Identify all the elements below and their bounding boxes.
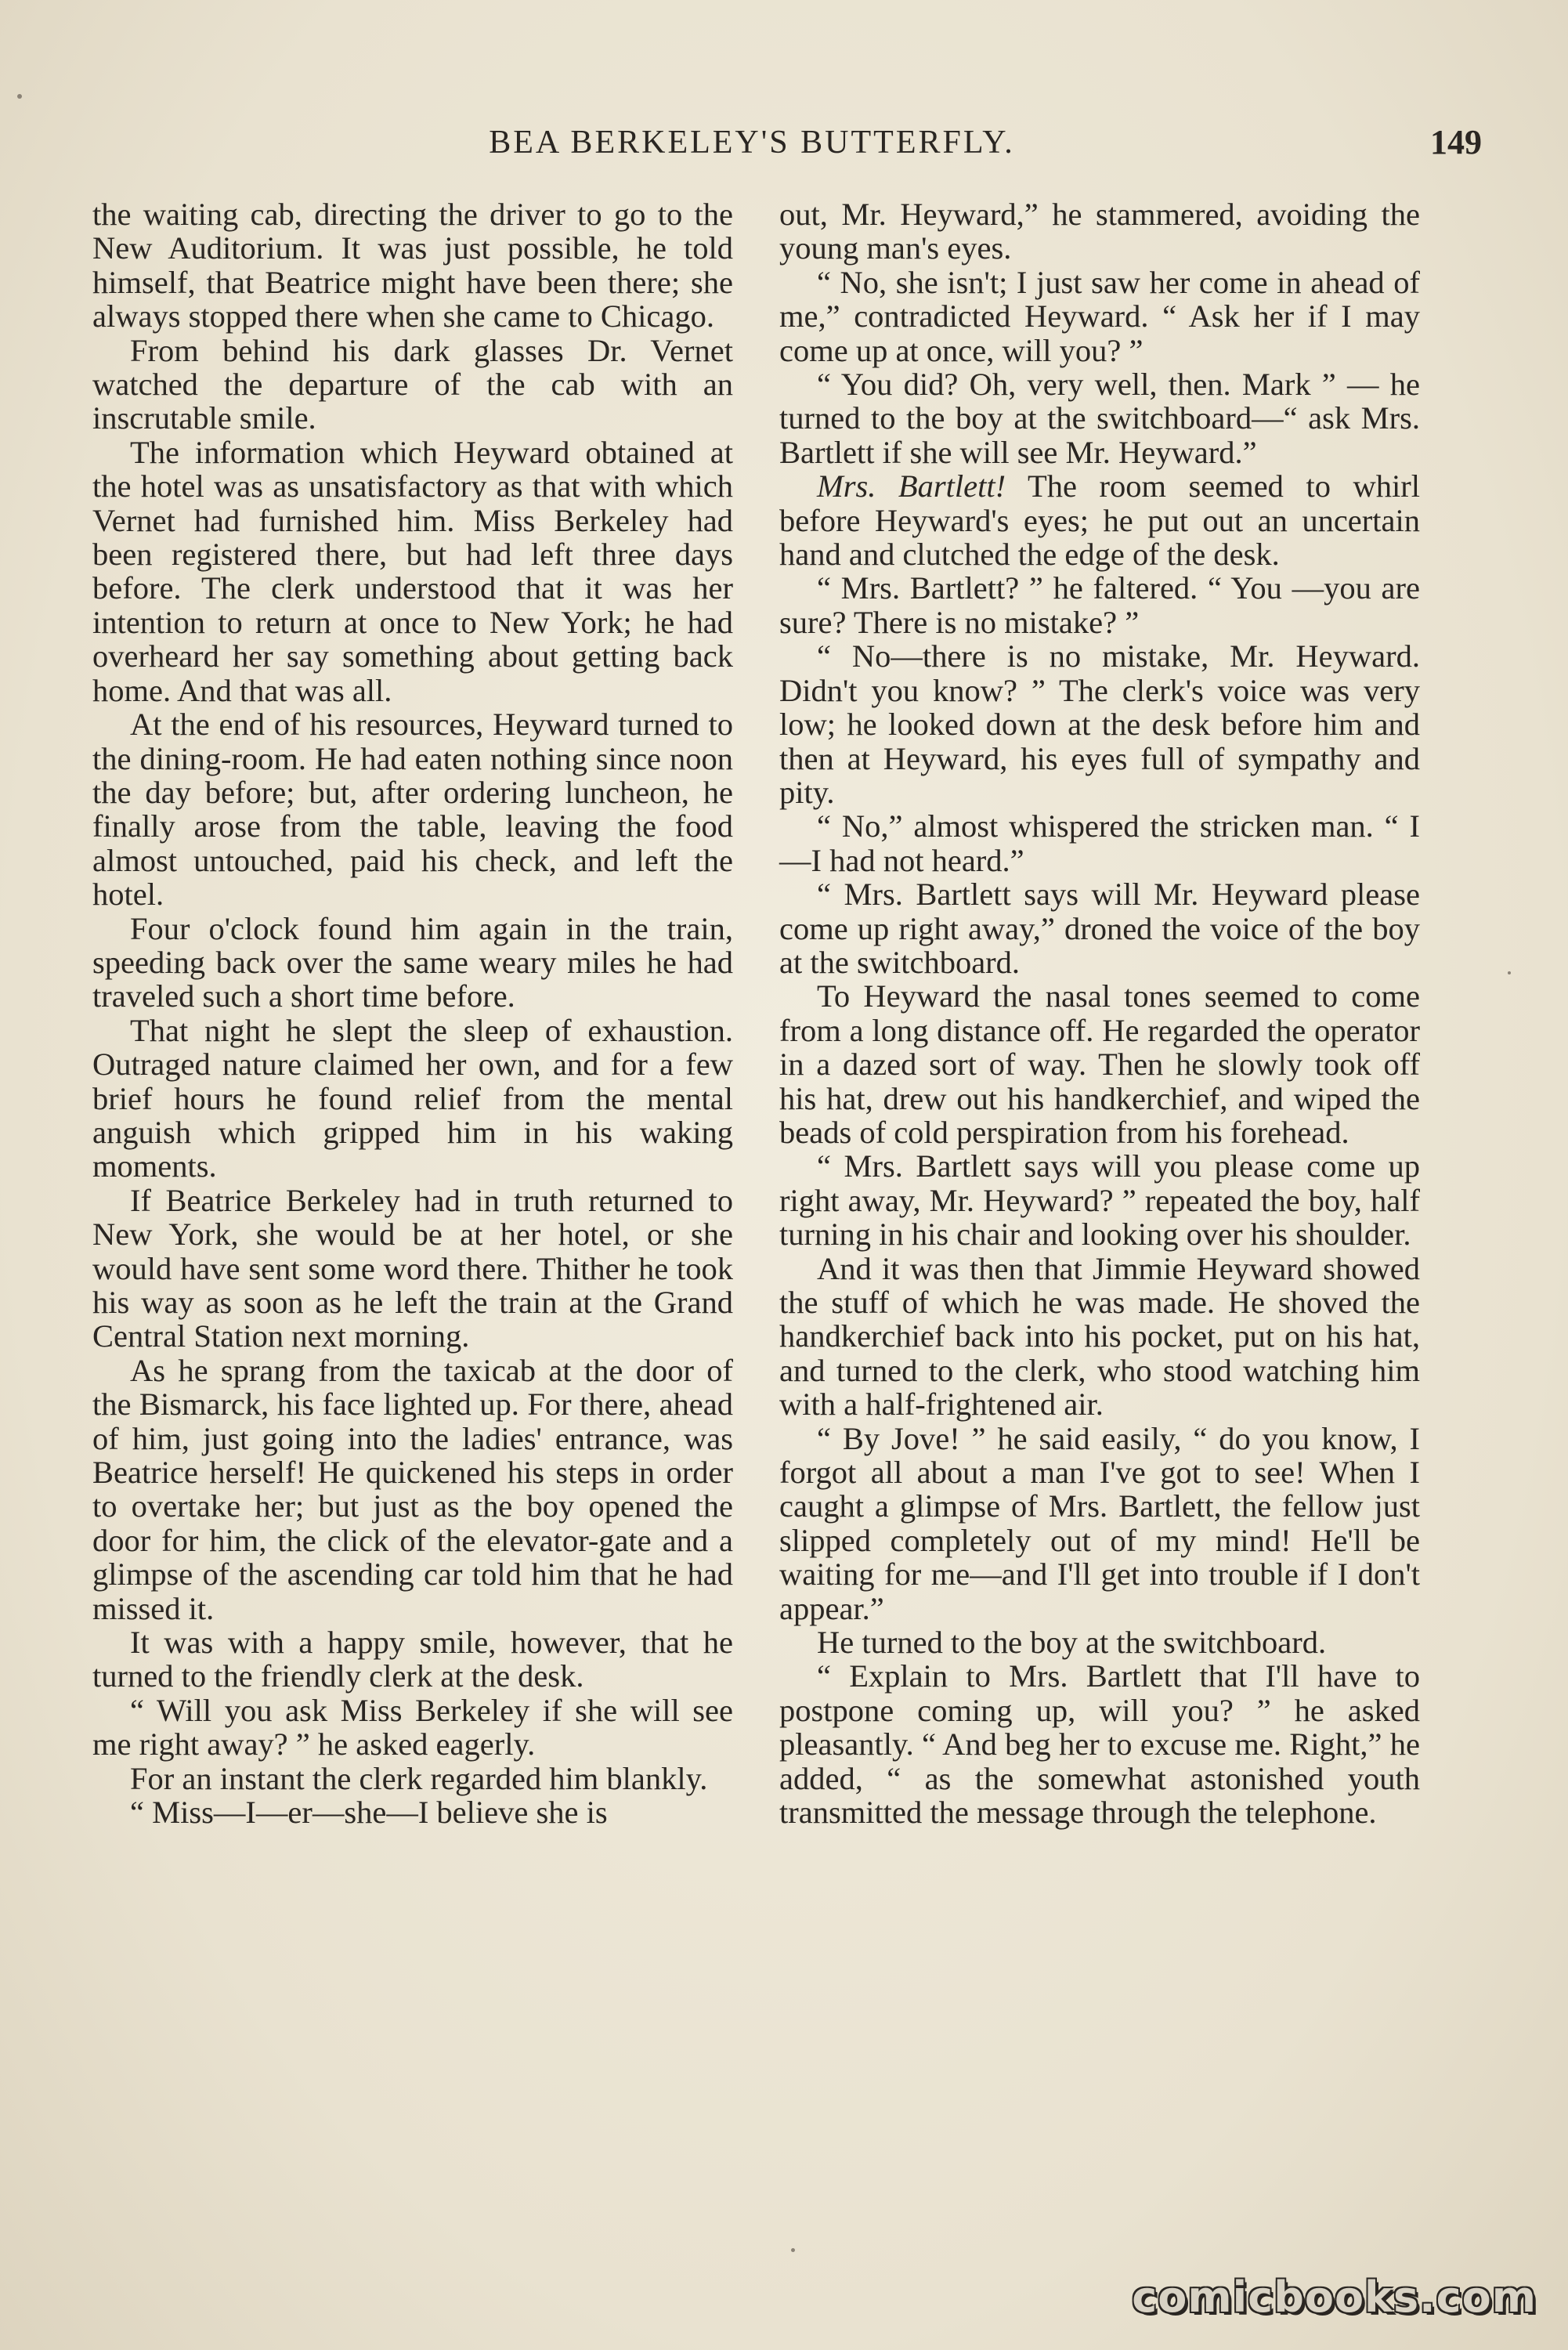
paragraph: the waiting cab, directing the driver to go to the New Auditorium. It was just possible, he told himself, that Beatrice might have been there; she always stopped there when she came to Chicago. (92, 197, 733, 334)
running-title: BEA BERKELEY'S BUTTERFLY. (489, 125, 1015, 161)
paragraph: out, Mr. Heyward,” he stammered, avoiding the young man's eyes. (779, 197, 1420, 266)
paragraph: He turned to the boy at the switchboard. (817, 1625, 1327, 1661)
paragraph: “ Miss—I—er—she—I believe she is (130, 1795, 608, 1831)
paragraph: For an instant the clerk regarded him blankly. (130, 1760, 708, 1796)
page-header (86, 119, 1482, 166)
paragraph: It was with a happy smile, however, that he turned to the friendly clerk at the desk. (92, 1625, 733, 1694)
paragraph: If Beatrice Berkeley had in truth returned to New York, she would be at her hotel, or she would have sent some word there. Thither he took his way as soon as he left the train at the Grand Central Station next morning. (92, 1182, 733, 1354)
paper-speck (1508, 971, 1511, 974)
paragraph: And it was then that Jimmie Heyward showed the stuff of which he was made. He shoved the handkerchief back into his pocket, put on his hat, and turned to the clerk, who stood watching him with a half-frightened air. (779, 1250, 1420, 1423)
paragraph: Four o'clock found him again in the train, speeding back over the same weary miles he had traveled such a short time before. (92, 910, 733, 1014)
paragraph: The information which Heyward obtained at the hotel was as unsatisfactory as that with which Vernet had furnished him. Miss Berkeley had been registered there, but had left three days before. The clerk understood that it was her intention to return at once to New York; he had overheard her say something about getting back home. And that was all. (92, 434, 733, 708)
left-column (92, 197, 733, 1830)
paragraph: “ By Jove! ” he said easily, “ do you know, I forgot all about a man I've got to see! When I caught a glimpse of Mrs. Bartlett, the fellow just slipped completely out of my mind! He'll be waiting for me—and I'll get into trouble if I don't appear.” (779, 1420, 1420, 1626)
right-column (779, 197, 1420, 1830)
page-number: 149 (1430, 123, 1482, 161)
paragraph: “ Mrs. Bartlett says will Mr. Heyward please come up right away,” droned the voice of the boy at the switchboard. (779, 877, 1420, 980)
paper-speck (791, 2248, 795, 2252)
paragraph: “ Mrs. Bartlett? ” he faltered. “ You —you are sure? There is no mistake? ” (779, 570, 1420, 640)
paragraph: At the end of his resources, Heyward turned to the dining-room. He had eaten nothing since noon the day before; but, after ordering luncheon, he finally arose from the table, leaving the food almost untouched, paid his check, and left the hotel. (92, 707, 733, 913)
paragraph: “ You did? Oh, very well, then. Mark ” — he turned to the boy at the switchboard—“ ask Mrs. Bartlett if she will see Mr. Heyward.” (779, 367, 1420, 470)
paragraph: “ Mrs. Bartlett says will you please come up right away, Mr. Heyward? ” repeated the boy, half turning in his chair and looking over his shoulder. (779, 1148, 1420, 1253)
text-columns (92, 197, 1421, 2203)
paragraph: “ Explain to Mrs. Bartlett that I'll have to postpone coming up, will you? ” he asked pleasantly. “ And beg her to excuse me. Right,” he added, “ as the somewhat astonished youth transmitted the message through the telephone. (779, 1658, 1420, 1831)
paragraph: That night he slept the sleep of exhaustion. Outraged nature claimed her own, and for a few brief hours he found relief from the mental anguish which gripped him in his waking moments. (92, 1012, 733, 1184)
paragraph: From behind his dark glasses Dr. Vernet watched the departure of the cab with an inscrutable smile. (92, 332, 733, 436)
paragraph: “ Will you ask Miss Berkeley if she will see me right away? ” he asked eagerly. (92, 1692, 733, 1762)
watermark-logo: comicbooks.com (1132, 2272, 1537, 2322)
paragraph: “ No—there is no mistake, Mr. Heyward. Didn't you know? ” The clerk's voice was very low; he looked down at the desk before him and then at Heyward, his eyes full of sympathy and pity. (779, 638, 1420, 810)
paragraph (779, 469, 1420, 571)
paragraph: “ No, she isn't; I just saw her come in ahead of me,” contradicted Heyward. “ Ask her if I may come up at once, will you? ” (779, 264, 1420, 368)
paragraph: “ No,” almost whispered the stricken man. “ I—I had not heard.” (779, 808, 1420, 878)
paragraph-text: The room seemed to whirl before Heyward's eyes; he put out an uncertain hand and clutched the edge of the desk. (779, 468, 1421, 573)
paper-speck (17, 94, 22, 99)
paragraph: To Heyward the nasal tones seemed to come from a long distance off. He regarded the operator in a dazed sort of way. Then he slowly took off his hat, drew out his handkerchief, and wiped the beads of cold perspiration from his forehead. (779, 978, 1420, 1150)
italic-lead: Mrs. Bartlett! (817, 468, 1006, 504)
paragraph: As he sprang from the taxicab at the door of the Bismarck, his face lighted up. For there, ahead of him, just going into the ladies' entrance, was Beatrice herself! He quickened his steps in order to overtake her; but just as the boy opened the door for him, the click of the elevator-gate and a glimpse of the ascending car told him that he had missed it. (92, 1352, 733, 1626)
